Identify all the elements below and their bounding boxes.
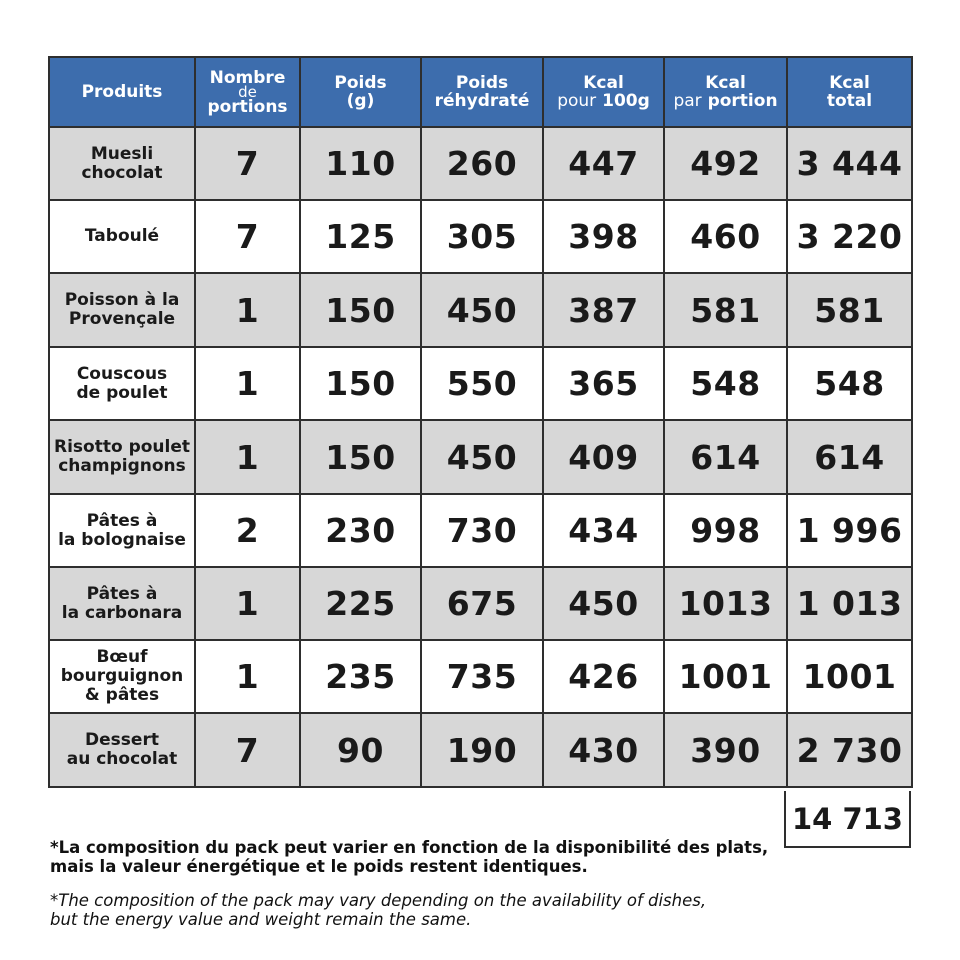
- header-produits: Produits: [50, 58, 196, 128]
- grand-total-value: 14 713: [792, 801, 903, 836]
- cell-kcalportion: 581: [665, 274, 788, 348]
- header-kcal-portion: Kcal par portion: [665, 58, 788, 128]
- cell-poids: 225: [301, 568, 422, 641]
- cell-kcal100: 430: [544, 714, 665, 788]
- product-name-cell: Pâtes à la bolognaise: [50, 495, 196, 568]
- product-name-cell: Couscous de poulet: [50, 348, 196, 421]
- product-name-cell: Risotto poulet champignons: [50, 421, 196, 495]
- cell-rehydrate: 190: [422, 714, 544, 788]
- cell-portions: 1: [196, 641, 301, 714]
- cell-kcaltotal: 3 444: [788, 128, 913, 201]
- cell-kcalportion: 614: [665, 421, 788, 495]
- header-poids: Poids (g): [301, 58, 422, 128]
- cell-kcaltotal: 2 730: [788, 714, 913, 788]
- cell-portions: 7: [196, 201, 301, 274]
- cell-kcalportion: 492: [665, 128, 788, 201]
- cell-portions: 7: [196, 128, 301, 201]
- cell-kcal100: 398: [544, 201, 665, 274]
- cell-portions: 1: [196, 421, 301, 495]
- cell-kcalportion: 1013: [665, 568, 788, 641]
- cell-kcal100: 365: [544, 348, 665, 421]
- cell-poids: 150: [301, 421, 422, 495]
- cell-portions: 1: [196, 274, 301, 348]
- product-name-cell: Dessert au chocolat: [50, 714, 196, 788]
- cell-rehydrate: 735: [422, 641, 544, 714]
- cell-kcalportion: 390: [665, 714, 788, 788]
- product-name-cell: Poisson à la Provençale: [50, 274, 196, 348]
- cell-kcal100: 450: [544, 568, 665, 641]
- cell-rehydrate: 730: [422, 495, 544, 568]
- cell-kcal100: 409: [544, 421, 665, 495]
- cell-rehydrate: 675: [422, 568, 544, 641]
- cell-kcaltotal: 1001: [788, 641, 913, 714]
- cell-kcaltotal: 1 996: [788, 495, 913, 568]
- cell-kcaltotal: 3 220: [788, 201, 913, 274]
- cell-kcaltotal: 614: [788, 421, 913, 495]
- product-name-cell: Taboulé: [50, 201, 196, 274]
- cell-portions: 1: [196, 348, 301, 421]
- cell-rehydrate: 550: [422, 348, 544, 421]
- cell-kcalportion: 998: [665, 495, 788, 568]
- product-name-cell: Bœuf bourguignon & pâtes: [50, 641, 196, 714]
- cell-kcaltotal: 581: [788, 274, 913, 348]
- product-name-cell: Muesli chocolat: [50, 128, 196, 201]
- header-kcal-100g: Kcal pour 100g: [544, 58, 665, 128]
- cell-kcal100: 434: [544, 495, 665, 568]
- cell-poids: 90: [301, 714, 422, 788]
- note-french: *La composition du pack peut varier en fonction de la disponibilité des plats, mais la valeur énergétique et le poids restent identiques.: [50, 838, 769, 876]
- cell-rehydrate: 450: [422, 421, 544, 495]
- cell-kcalportion: 460: [665, 201, 788, 274]
- cell-portions: 1: [196, 568, 301, 641]
- header-poids-rehydrate: Poids réhydraté: [422, 58, 544, 128]
- cell-kcaltotal: 548: [788, 348, 913, 421]
- cell-poids: 230: [301, 495, 422, 568]
- cell-portions: 2: [196, 495, 301, 568]
- cell-rehydrate: 305: [422, 201, 544, 274]
- cell-rehydrate: 260: [422, 128, 544, 201]
- cell-kcal100: 426: [544, 641, 665, 714]
- cell-kcalportion: 1001: [665, 641, 788, 714]
- cell-kcalportion: 548: [665, 348, 788, 421]
- cell-kcal100: 447: [544, 128, 665, 201]
- product-name-cell: Pâtes à la carbonara: [50, 568, 196, 641]
- cell-portions: 7: [196, 714, 301, 788]
- header-kcal-total: Kcal total: [788, 58, 913, 128]
- header-nombre-portions: Nombre de portions: [196, 58, 301, 128]
- cell-poids: 125: [301, 201, 422, 274]
- nutrition-table: [48, 56, 913, 788]
- cell-kcal100: 387: [544, 274, 665, 348]
- note-english: *The composition of the pack may vary depending on the availability of dishes, but the energy value and weight remain the same.: [50, 891, 707, 929]
- cell-poids: 110: [301, 128, 422, 201]
- cell-poids: 150: [301, 274, 422, 348]
- cell-poids: 150: [301, 348, 422, 421]
- cell-kcaltotal: 1 013: [788, 568, 913, 641]
- grand-total-cell: [784, 791, 911, 848]
- cell-poids: 235: [301, 641, 422, 714]
- cell-rehydrate: 450: [422, 274, 544, 348]
